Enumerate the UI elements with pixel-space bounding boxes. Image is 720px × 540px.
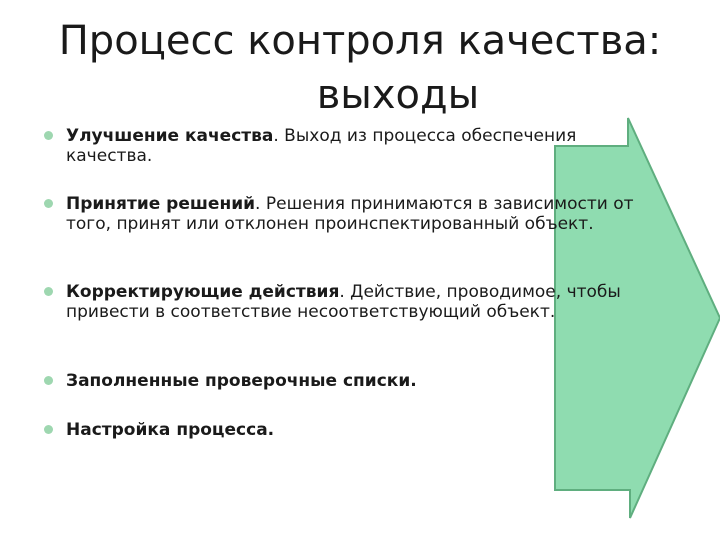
bullet-term: Корректирующие действия: [66, 282, 340, 302]
bullet-dot-icon: [44, 131, 53, 140]
bullet-term: Улучшение качества: [66, 126, 274, 146]
bullet-dot-icon: [44, 376, 53, 385]
bullet-item-process-adjustment: [44, 420, 664, 440]
bullet-description: . Действие, проводимое, чтобы привести в соответствие несоответствующий объект.: [66, 282, 621, 322]
bullet-item-corrective-actions: [44, 282, 664, 322]
bullet-text: [66, 420, 664, 440]
bullet-item-decisions: [44, 194, 664, 234]
bullet-dot-icon: [44, 287, 53, 296]
bullet-text: [66, 194, 664, 234]
bullet-dot-icon: [44, 199, 53, 208]
title-line-1: Процесс контроля качества:: [58, 18, 662, 64]
bullet-dot-icon: [44, 425, 53, 434]
title-line-2: выходы: [316, 72, 480, 118]
bullet-text: [66, 282, 664, 322]
slide-title: [40, 14, 680, 122]
bullet-term: Принятие решений: [66, 194, 256, 214]
bullet-description: . Решения принимаются в зависимости от того, принят или отклонен проинспектированный объект.: [66, 194, 634, 234]
bullet-item-quality-improvement: [44, 126, 664, 166]
bullet-text: [66, 371, 664, 391]
bullet-term: Заполненные проверочные списки.: [66, 371, 417, 391]
bullet-description: . Выход из процесса обеспечения качества.: [66, 126, 577, 166]
bullet-text: [66, 126, 664, 166]
bullet-term: Настройка процесса.: [66, 420, 275, 440]
bullet-item-checklists: [44, 371, 664, 391]
